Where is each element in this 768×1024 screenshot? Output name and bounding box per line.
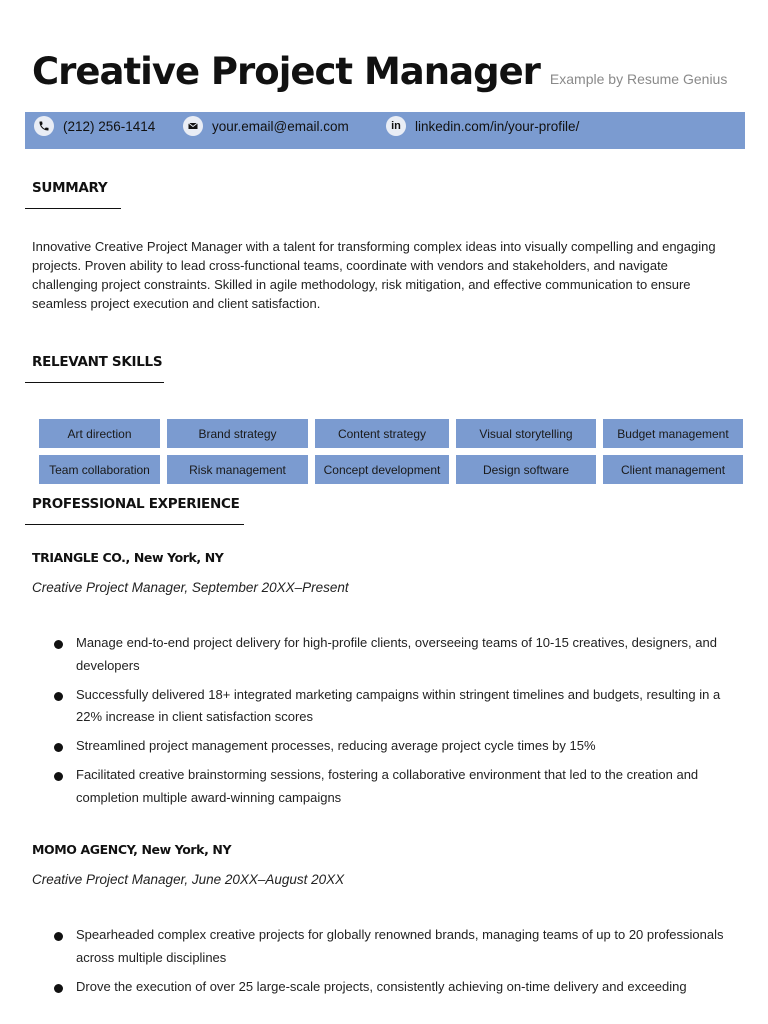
company-name: TRIANGLE CO., New York, NY	[32, 550, 224, 565]
linkedin-icon: in	[386, 116, 406, 136]
skills-heading: RELEVANT SKILLS	[32, 354, 163, 370]
byline: Example by Resume Genius	[549, 71, 728, 87]
company-name: MOMO AGENCY, New York, NY	[32, 842, 232, 857]
skill-tag: Concept development	[315, 455, 449, 484]
summary-text: Innovative Creative Project Manager with a talent for transforming complex ideas into visually compelling and engaging projects. Proven ability to lead cross-functional teams, coordinate with vendors and stakeholders, and navigate challenging project constraints. Skilled in agile methodology, risk mitigation, and effective communication to ensure seamless project execution and client satisfaction.	[32, 239, 716, 311]
bullet-text: Successfully delivered 18+ integrated marketing campaigns within stringent timelines and budgets, resulting in a 22% increase in client satisfaction scores	[76, 686, 721, 724]
skill-tag: Budget management	[603, 419, 743, 448]
skill-tag: Client management	[603, 455, 743, 484]
bullet-text: Spearheaded complex creative projects for globally renowned brands, managing teams of up to 20 professionals across multiple disciplines	[76, 927, 724, 965]
list-item	[52, 684, 742, 729]
job-bullets	[52, 632, 742, 816]
skill-tag: Visual storytelling	[456, 419, 596, 448]
bullet-text: Manage end-to-end project delivery for high-profile clients, overseeing teams of 10-15 creatives, designers, and developers	[76, 635, 717, 673]
contact-bar	[25, 112, 745, 149]
skill-tag: Team collaboration	[39, 455, 160, 484]
contact-email	[183, 116, 349, 136]
summary-rule	[25, 208, 121, 209]
skill-tag: Design software	[456, 455, 596, 484]
skill-tag: Risk management	[167, 455, 308, 484]
list-item	[52, 924, 742, 969]
skills-grid	[39, 419, 745, 484]
skill-tag: Content strategy	[315, 419, 449, 448]
job-bullets	[52, 924, 742, 1005]
bullet-dot	[54, 743, 63, 752]
skill-tag: Brand strategy	[167, 419, 308, 448]
title-row	[32, 50, 727, 93]
contact-linkedin	[386, 116, 579, 136]
job-role: Creative Project Manager, June 20XX–August 20XX	[32, 872, 345, 887]
bullet-text: Drove the execution of over 25 large-scale projects, consistently achieving on-time delivery and exceeding	[76, 978, 687, 994]
phone-text: (212) 256-1414	[63, 118, 156, 134]
email-link[interactable]: your.email@email.com	[212, 118, 349, 134]
bullet-dot	[54, 692, 63, 701]
experience-rule	[25, 524, 244, 525]
list-item	[52, 976, 742, 999]
linkedin-link[interactable]: linkedin.com/in/your-profile/	[415, 118, 580, 134]
bullet-dot	[54, 772, 63, 781]
bullet-dot	[54, 932, 63, 941]
bullet-text: Streamlined project management processes, reducing average project cycle times by 15%	[76, 738, 596, 753]
bullet-dot	[54, 984, 63, 993]
list-item	[52, 735, 742, 758]
list-item	[52, 632, 742, 677]
contact-phone	[34, 116, 155, 136]
envelope-icon	[183, 116, 203, 136]
bullet-text: Facilitated creative brainstorming sessions, fostering a collaborative environment that led to the creation and completion multiple award-winning campaigns	[76, 767, 699, 805]
experience-heading: PROFESSIONAL EXPERIENCE	[32, 496, 240, 512]
page-title: Creative Project Manager	[32, 50, 540, 93]
skill-tag: Art direction	[39, 419, 160, 448]
bullet-dot	[54, 640, 63, 649]
list-item	[52, 764, 742, 809]
summary-heading: SUMMARY	[32, 180, 108, 196]
job-role: Creative Project Manager, September 20XX–Present	[32, 580, 349, 595]
skills-rule	[25, 382, 164, 383]
phone-icon	[34, 116, 54, 136]
